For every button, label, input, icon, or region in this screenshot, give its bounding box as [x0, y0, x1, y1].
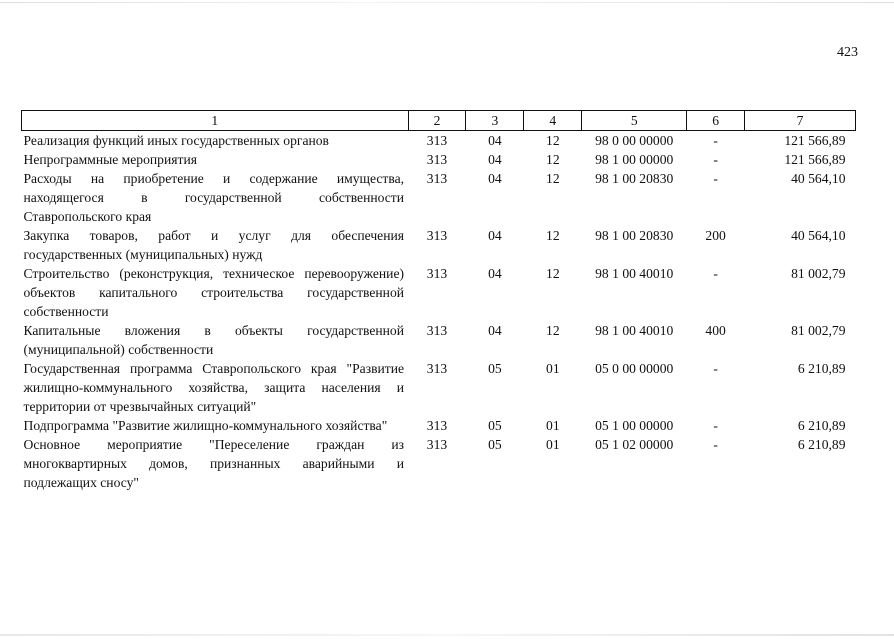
row-code-5: 98 1 00 20830 — [595, 171, 674, 186]
row-code-4: 12 — [546, 323, 560, 338]
row-code-2: 313 — [426, 418, 448, 433]
row-code-4: 12 — [546, 266, 560, 281]
column-header: 4 — [524, 111, 582, 131]
row-code-5: 98 1 00 40010 — [595, 266, 674, 281]
row-code-2: 313 — [426, 437, 448, 452]
row-name: Подпрограмма "Развитие жилищно-коммунального хозяйства" — [23, 418, 388, 433]
row-code-6: - — [713, 152, 718, 167]
column-header: 1 — [22, 111, 409, 131]
budget-table — [21, 110, 856, 492]
row-code-5: 98 0 00 00000 — [595, 133, 674, 148]
table-row — [22, 435, 856, 492]
table-row — [22, 226, 856, 264]
row-amount: 121 566,89 — [784, 133, 846, 148]
row-code-6: - — [713, 361, 718, 376]
row-amount: 121 566,89 — [784, 152, 846, 167]
row-amount: 6 210,89 — [797, 437, 846, 452]
row-code-2: 313 — [426, 361, 448, 376]
row-code-4: 12 — [546, 228, 560, 243]
row-name: Расходы на приобретение и содержание имущества, находящегося в государственной собственности Ставропольского края — [23, 171, 405, 224]
row-amount: 81 002,79 — [791, 266, 846, 281]
row-amount: 6 210,89 — [797, 418, 846, 433]
row-code-3: 05 — [488, 418, 502, 433]
row-code-4: 12 — [546, 171, 560, 186]
scan-edge-bottom — [0, 634, 894, 636]
row-code-6: - — [713, 133, 718, 148]
row-code-4: 12 — [546, 133, 560, 148]
row-code-3: 04 — [488, 323, 502, 338]
row-code-6: 200 — [705, 228, 726, 243]
row-code-3: 04 — [488, 171, 502, 186]
row-name: Основное мероприятие "Переселение граждан из многоквартирных домов, признанных аварийными и подлежащих сносу" — [23, 437, 405, 490]
row-code-6: 400 — [705, 323, 726, 338]
row-code-4: 01 — [546, 361, 560, 376]
row-code-4: 01 — [546, 418, 560, 433]
row-amount: 40 564,10 — [791, 228, 846, 243]
row-code-4: 01 — [546, 437, 560, 452]
row-code-2: 313 — [426, 228, 448, 243]
row-name: Закупка товаров, работ и услуг для обеспечения государственных (муниципальных) нужд — [23, 228, 405, 262]
row-code-4: 12 — [546, 152, 560, 167]
row-code-2: 313 — [426, 133, 448, 148]
row-code-2: 313 — [426, 323, 448, 338]
table-row — [22, 321, 856, 359]
row-code-3: 04 — [488, 152, 502, 167]
column-header: 6 — [687, 111, 745, 131]
row-code-5: 05 0 00 00000 — [595, 361, 674, 376]
row-amount: 40 564,10 — [791, 171, 846, 186]
page-number: 423 — [837, 45, 858, 60]
row-name: Непрограммные мероприятия — [23, 152, 197, 167]
row-name: Капитальные вложения в объекты государственной (муниципальной) собственности — [23, 323, 405, 357]
row-amount: 81 002,79 — [791, 323, 846, 338]
row-code-3: 04 — [488, 133, 502, 148]
row-code-5: 05 1 00 00000 — [595, 418, 674, 433]
row-name: Строительство (реконструкция, техническое перевооружение) объектов капитального строительства государственной собственности — [23, 266, 405, 319]
row-code-6: - — [713, 266, 718, 281]
row-code-5: 98 1 00 40010 — [595, 323, 674, 338]
table-row — [22, 264, 856, 321]
row-code-2: 313 — [426, 152, 448, 167]
table-row — [22, 359, 856, 416]
row-code-2: 313 — [426, 171, 448, 186]
table-row — [22, 131, 856, 151]
row-code-2: 313 — [426, 266, 448, 281]
table-row — [22, 169, 856, 226]
row-code-3: 05 — [488, 361, 502, 376]
table-header-row — [22, 111, 856, 131]
column-header: 5 — [582, 111, 687, 131]
scan-edge-top — [0, 2, 894, 3]
row-code-6: - — [713, 418, 718, 433]
row-code-6: - — [713, 437, 718, 452]
row-code-3: 05 — [488, 437, 502, 452]
row-amount: 6 210,89 — [797, 361, 846, 376]
row-code-5: 98 1 00 00000 — [595, 152, 674, 167]
row-name: Государственная программа Ставропольского края "Развитие жилищно-коммунального хозяйства, защита населения и территории от чрезвычайных ситуаций" — [23, 361, 405, 414]
row-code-6: - — [713, 171, 718, 186]
column-header: 7 — [745, 111, 856, 131]
row-code-5: 05 1 02 00000 — [595, 437, 674, 452]
table-row — [22, 416, 856, 435]
row-code-3: 04 — [488, 266, 502, 281]
table-row — [22, 150, 856, 169]
row-name: Реализация функций иных государственных органов — [23, 133, 329, 148]
row-code-3: 04 — [488, 228, 502, 243]
column-header: 2 — [408, 111, 466, 131]
row-code-5: 98 1 00 20830 — [595, 228, 674, 243]
column-header: 3 — [466, 111, 524, 131]
